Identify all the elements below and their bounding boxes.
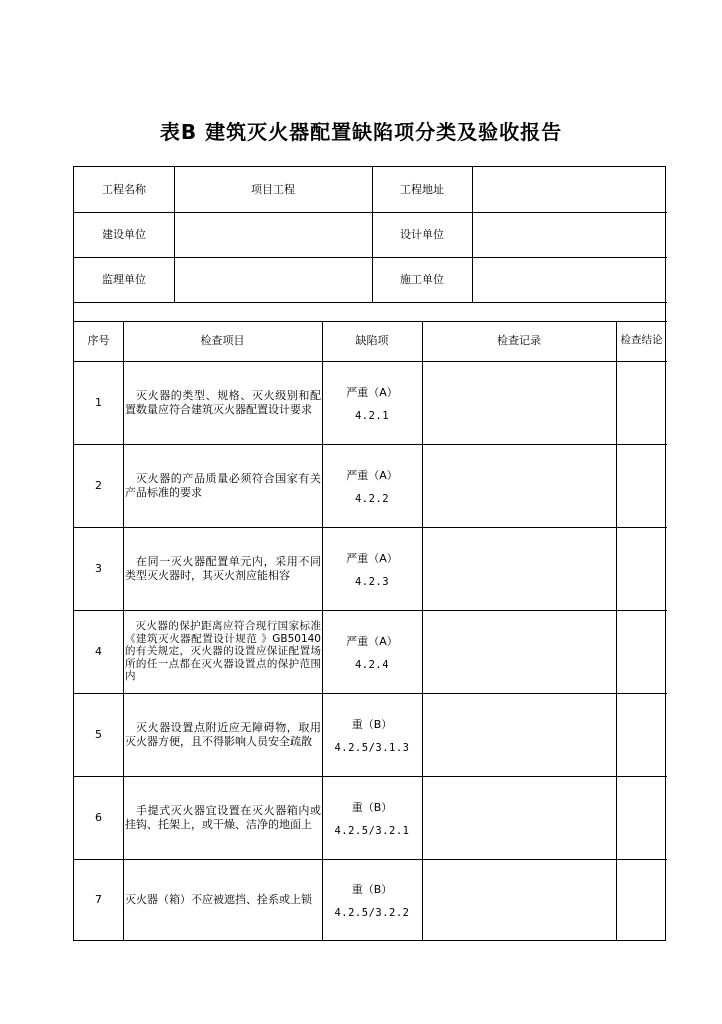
row-4-level: 严重（A） [346, 634, 398, 648]
row-3-record[interactable] [422, 527, 616, 610]
header-record: 检查记录 [497, 334, 541, 348]
row-3-clause: 4.2.3 [354, 575, 390, 588]
supervision-unit-value[interactable] [174, 257, 372, 302]
row-6-clause: 4.2.5/3.2.1 [334, 824, 410, 837]
row-2-conclusion[interactable] [616, 444, 667, 527]
row-2-clause: 4.2.2 [354, 492, 390, 505]
row-1-defect [322, 361, 422, 444]
row-4-no: 4 [95, 644, 102, 658]
row-2-no: 2 [95, 478, 102, 492]
row-5-defect [322, 693, 422, 776]
row-2-defect [322, 444, 422, 527]
row-1-item: 灭火器的类型、规格、灭火级别和配置数量应符合建筑灭火器配置设计要求 [125, 389, 321, 416]
row-5-no: 5 [95, 727, 102, 741]
header-conclusion: 检查结论 [620, 334, 663, 347]
row-7-record[interactable] [422, 859, 616, 941]
row-2-record[interactable] [422, 444, 616, 527]
design-unit-value[interactable] [472, 212, 667, 257]
row-5-item: 灭火器设置点附近应无障碍物，取用灭火器方便，且不得影响人员安全疏散 [125, 721, 321, 748]
row-5-clause: 4.2.5/3.1.3 [334, 741, 410, 754]
header-defect: 缺陷项 [355, 334, 389, 348]
row-5-record[interactable] [422, 693, 616, 776]
row-1-clause: 4.2.1 [354, 409, 390, 422]
row-6-no: 6 [95, 810, 102, 824]
row-6-record[interactable] [422, 776, 616, 859]
construction-unit-value[interactable] [174, 212, 372, 257]
row-3-item: 在同一灭火器配置单元内，采用不同类型灭火器时，其灭火剂应能相容 [125, 555, 321, 582]
project-address-value[interactable] [472, 167, 667, 212]
design-unit-label: 设计单位 [400, 227, 444, 241]
row-6-level: 重（B） [351, 800, 393, 814]
row-2-level: 严重（A） [346, 468, 398, 482]
row-4-clause: 4.2.4 [354, 658, 390, 671]
row-1-no: 1 [95, 395, 102, 409]
row-4-record[interactable] [422, 610, 616, 693]
project-name-value[interactable]: 项目工程 [251, 182, 295, 196]
row-7-clause: 4.2.5/3.2.2 [334, 907, 410, 919]
row-7-level: 重（B） [351, 883, 393, 896]
row-5-level: 重（B） [351, 717, 393, 731]
builder-unit-label: 施工单位 [400, 272, 444, 286]
report-table [73, 166, 666, 941]
row-4-conclusion[interactable] [616, 610, 667, 693]
row-7-item: 灭火器（箱）不应被遮挡、拴系或上锁 [125, 893, 312, 907]
row-6-defect [322, 776, 422, 859]
row-3-level: 严重（A） [346, 551, 398, 565]
row-6-conclusion[interactable] [616, 776, 667, 859]
construction-unit-label: 建设单位 [102, 227, 146, 241]
row-1-conclusion[interactable] [616, 361, 667, 444]
header-no: 序号 [87, 334, 110, 348]
row-4-defect [322, 610, 422, 693]
row-1-level: 严重（A） [346, 385, 398, 399]
row-7-conclusion[interactable] [616, 859, 667, 941]
row-6-item: 手提式灭火器宜设置在灭火器箱内或挂钩、托架上，或干燥、洁净的地面上 [125, 804, 321, 831]
row-7-no: 7 [95, 893, 102, 907]
supervision-unit-label: 监理单位 [102, 272, 146, 286]
page-title: 表B 建筑灭火器配置缺陷项分类及验收报告 [159, 120, 563, 144]
builder-unit-value[interactable] [472, 257, 667, 302]
row-4-item: 灭火器的保护距离应符合现行国家标准《建筑灭火器配置设计规范 》GB50140的有关规定，灭火器的设置应保证配置场所的任一点都在灭火器设置点的保护范围内 [125, 620, 321, 683]
project-name-label: 工程名称 [102, 182, 146, 196]
row-2-item: 灭火器的产品质量必须符合国家有关产品标准的要求 [125, 472, 321, 499]
project-address-label: 工程地址 [400, 182, 444, 196]
row-1-record[interactable] [422, 361, 616, 444]
row-7-defect [322, 859, 422, 941]
row-3-no: 3 [95, 561, 102, 575]
row-3-conclusion[interactable] [616, 527, 667, 610]
row-3-defect [322, 527, 422, 610]
header-item: 检查项目 [200, 334, 245, 348]
row-5-conclusion[interactable] [616, 693, 667, 776]
